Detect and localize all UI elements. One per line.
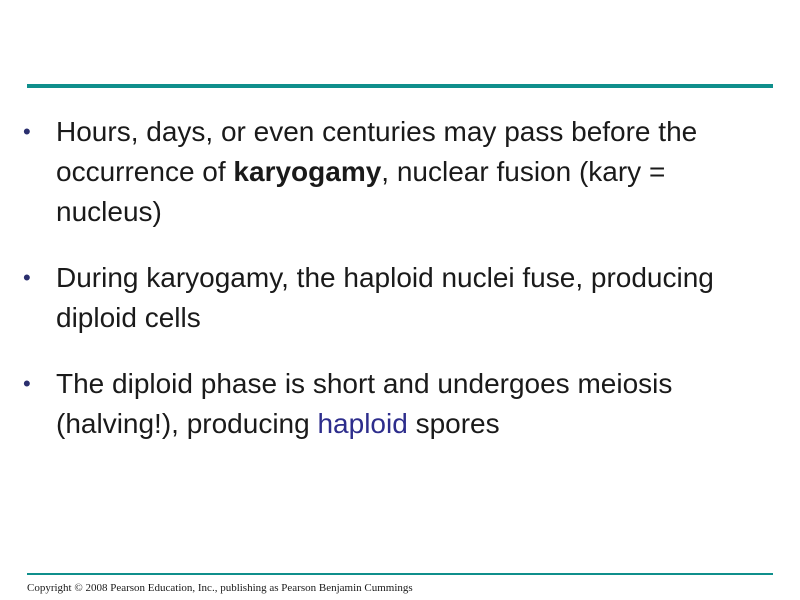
slide-body [0, 112, 800, 470]
bullet-dot-icon: • [23, 371, 31, 396]
bullet-1-text-b: , nuclear fusion (kary = nucleus) [56, 156, 666, 227]
bullet-1-term-karyogamy: karyogamy [233, 156, 382, 187]
copyright-footer: Copyright © 2008 Pearson Education, Inc., publishing as Pearson Benjamin Cummings [27, 582, 413, 594]
bullet-item-1 [0, 112, 800, 232]
bullet-3-text-a: The diploid phase is short and undergoes meiosis (halving!), producing [56, 368, 673, 439]
bullet-dot-icon: • [23, 119, 31, 144]
bullet-dot-icon: • [23, 265, 31, 290]
bullet-3-term-haploid: haploid [317, 408, 408, 439]
bullet-1-text-a: Hours, days, or even centuries may pass before the occurrence of [56, 116, 698, 187]
bullet-item-3 [0, 364, 800, 444]
bullet-2-text: During karyogamy, the haploid nuclei fuse, producing diploid cells [56, 262, 714, 333]
bullet-3-text-b: spores [407, 408, 500, 439]
bottom-divider [27, 573, 773, 575]
top-divider [27, 84, 773, 88]
bullet-item-2 [0, 258, 800, 338]
